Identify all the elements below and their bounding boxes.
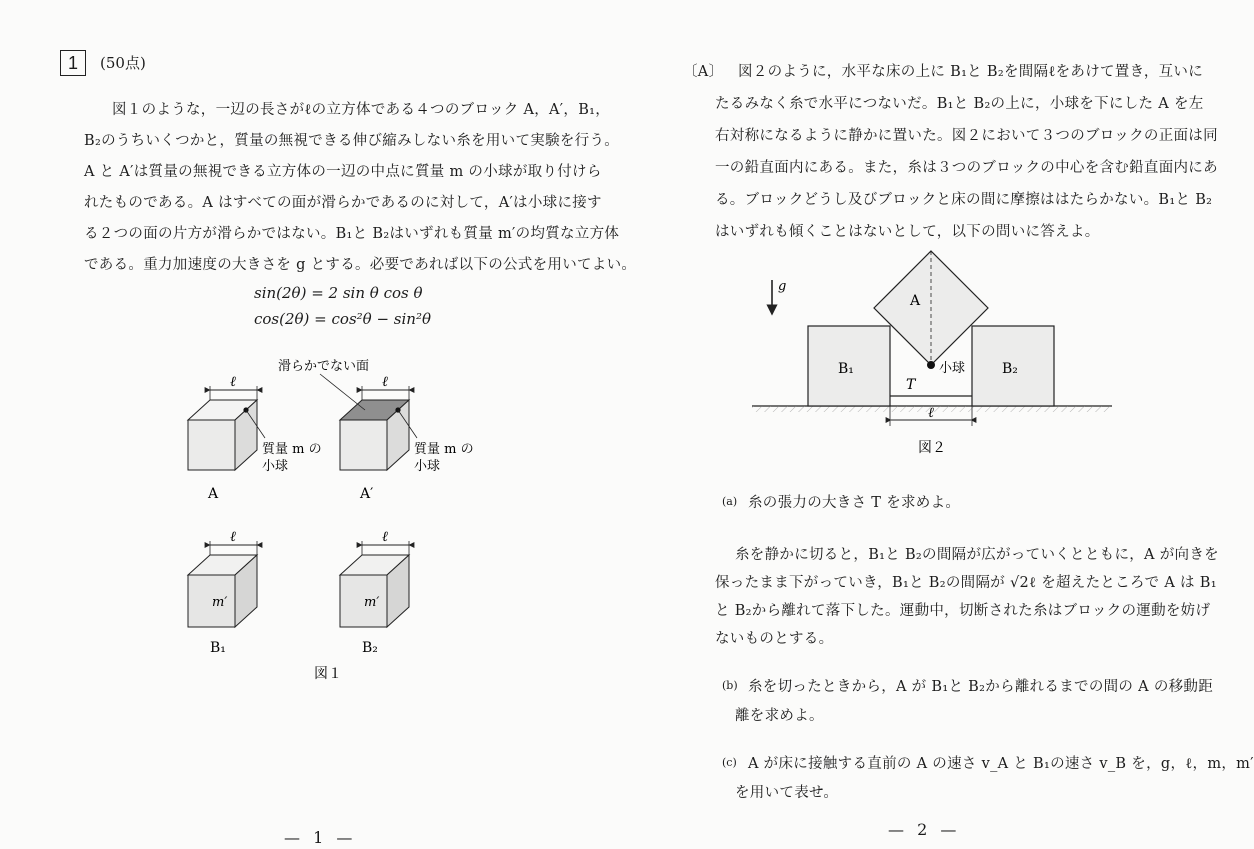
question-a-label: (a) bbox=[722, 495, 738, 508]
edge-label-a: ℓ bbox=[230, 374, 236, 390]
tension-label: T bbox=[906, 377, 916, 393]
figure-2 bbox=[750, 248, 1120, 460]
question-b-line: 離を求めよ。 bbox=[735, 708, 824, 724]
intro-line: である。重力加速度の大きさを g とする。必要であれば以下の公式を用いてよい。 bbox=[84, 257, 637, 273]
cube-a-prime bbox=[320, 374, 417, 470]
intro-line: B₂のうちいくつかと，質量の無視できる伸び縮みしない糸を用いて実験を行う。 bbox=[84, 133, 620, 149]
label-a-fig2: A bbox=[910, 293, 921, 309]
ball-label-a-line1: 質量 m の bbox=[262, 442, 322, 457]
mid-line: と B₂から離れて落下した。運動中，切断された糸はブロックの運動を妨げ bbox=[715, 603, 1211, 619]
label-b1-fig2: B₁ bbox=[838, 361, 854, 377]
mid-line: 糸を静かに切ると，B₁と B₂の間隔が広がっていくとともに，A が向きを bbox=[735, 547, 1219, 563]
ball-label-a-prime-line2: 小球 bbox=[414, 459, 441, 474]
figure-2-caption: 図２ bbox=[918, 440, 946, 456]
cube-a bbox=[188, 386, 265, 470]
mass-label-b2: m′ bbox=[364, 595, 380, 610]
edge-label-b1: ℓ bbox=[230, 529, 236, 545]
gap-label: ℓ bbox=[928, 405, 934, 421]
label-a-prime: A′ bbox=[360, 486, 374, 502]
intro-line: A と A′は質量の無視できる立方体の一辺の中点に質量 m の小球が取り付けら bbox=[84, 164, 602, 180]
part-line: 右対称になるように静かに置いた。図２において３つのブロックの正面は同 bbox=[715, 128, 1218, 144]
problem-number: 1 bbox=[60, 50, 86, 76]
label-b2: B₂ bbox=[362, 640, 378, 656]
part-line: たるみなく糸で水平につないだ。B₁と B₂の上に，小球を下にした A を左 bbox=[715, 96, 1204, 112]
intro-line: る２つの面の片方が滑らかではない。B₁と B₂はいずれも質量 m′の均質な立方体 bbox=[84, 226, 620, 242]
ball-label-a-prime-line1: 質量 m の bbox=[414, 442, 474, 457]
rough-face-label: 滑らかでない面 bbox=[278, 359, 370, 374]
mass-label-b1: m′ bbox=[212, 595, 228, 610]
edge-label-b2: ℓ bbox=[382, 529, 388, 545]
question-b-line: 糸を切ったときから，A が B₁と B₂から離れるまでの間の A の移動距 bbox=[748, 679, 1214, 695]
gravity-label: g bbox=[778, 279, 787, 294]
page-number-2: — 2 — bbox=[888, 820, 961, 839]
mid-line: 保ったまま下がっていき，B₁と B₂の間隔が √2ℓ を超えたところで A は B₁ bbox=[715, 575, 1217, 591]
cube-b2 bbox=[340, 541, 409, 627]
ball-label: 小球 bbox=[939, 361, 966, 376]
figure-1-caption: 図１ bbox=[314, 666, 342, 682]
label-b1: B₁ bbox=[210, 640, 226, 656]
part-label: 〔A〕 bbox=[683, 64, 724, 80]
part-line: 一の鉛直面内にある。また，糸は３つのブロックの中心を含む鉛直面内にあ bbox=[715, 160, 1218, 176]
ball-label-a-line2: 小球 bbox=[262, 459, 289, 474]
points-label: (50点) bbox=[100, 54, 146, 72]
part-line: 図２のように，水平な床の上に B₁と B₂を間隔ℓをあけて置き，互いに bbox=[738, 64, 1204, 80]
label-b2-fig2: B₂ bbox=[1002, 361, 1018, 377]
page-number-1: — 1 — bbox=[284, 828, 357, 847]
cube-b1 bbox=[188, 541, 257, 627]
formula-cos: cos(2θ) = cos²θ − sin²θ bbox=[254, 310, 431, 328]
question-c-label: (c) bbox=[722, 756, 737, 769]
intro-line: 図１のような，一辺の長さがℓの立方体である４つのブロック A，A′，B₁， bbox=[112, 102, 611, 118]
mid-line: ないものとする。 bbox=[715, 631, 834, 647]
part-line: はいずれも傾くことはないとして，以下の問いに答えよ。 bbox=[715, 224, 1100, 240]
intro-line: れたものである。A はすべての面が滑らかであるのに対して，A′は小球に接す bbox=[84, 195, 602, 211]
question-c-line: A が床に接触する直前の A の速さ v_A と B₁の速さ v_B を，g，ℓ，m，m′ bbox=[748, 756, 1254, 772]
question-c-line: を用いて表せ。 bbox=[735, 785, 839, 801]
label-a: A bbox=[208, 486, 219, 502]
ball bbox=[927, 361, 935, 369]
question-a-text: 糸の張力の大きさ T を求めよ。 bbox=[748, 495, 961, 511]
formula-sin: sin(2θ) = 2 sin θ cos θ bbox=[254, 284, 423, 302]
edge-label-a-prime: ℓ bbox=[382, 374, 388, 390]
part-line: る。ブロックどうし及びブロックと床の間に摩擦ははたらかない。B₁と B₂ bbox=[715, 192, 1213, 208]
figure-1 bbox=[150, 350, 480, 690]
question-b-label: (b) bbox=[722, 679, 738, 692]
